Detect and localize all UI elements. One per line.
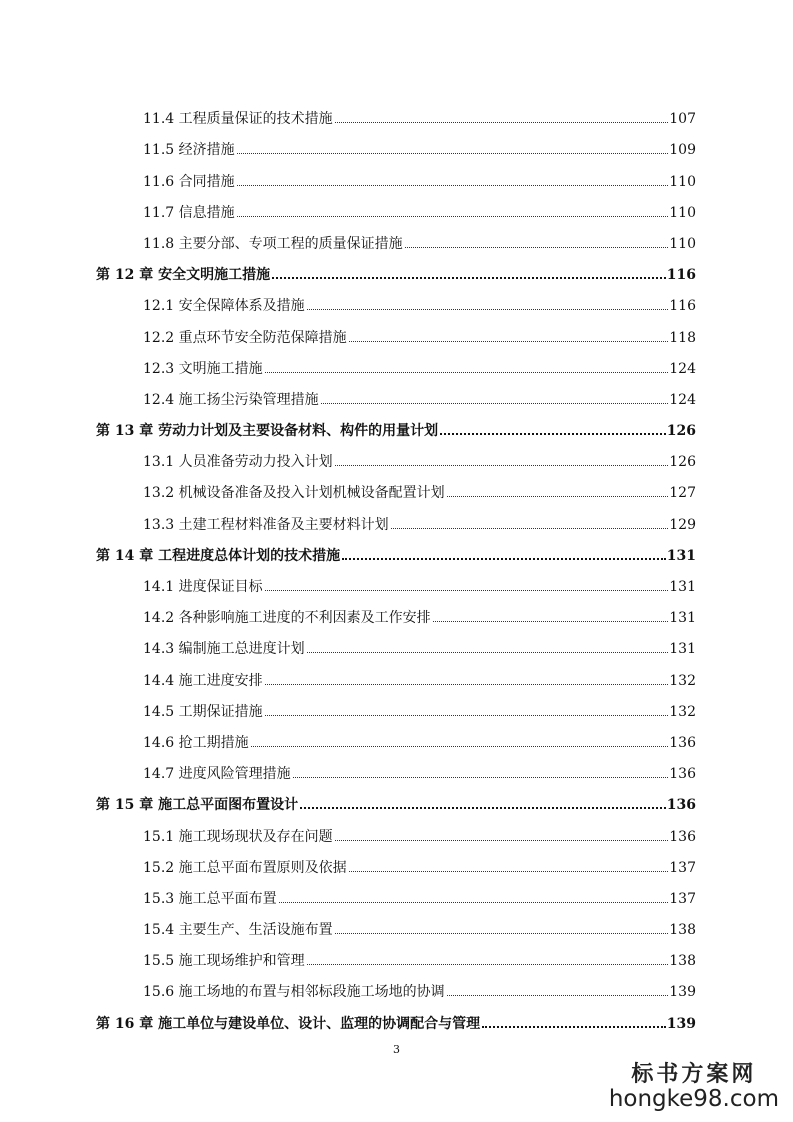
toc-entry-title: 13.1 人员准备劳动力投入计划 (143, 454, 333, 471)
toc-entry-page: 138 (669, 922, 696, 939)
toc-dot-leader (391, 528, 669, 529)
toc-entry-page: 139 (669, 984, 696, 1001)
toc-dot-leader (447, 496, 669, 497)
toc-entry-title: 14.1 进度保证目标 (143, 579, 263, 595)
toc-entry-title: 14.5 工期保证措施 (143, 703, 263, 720)
toc-entry-page: 131 (669, 579, 696, 595)
toc-entry-title: 12.3 文明施工措施 (143, 360, 263, 377)
toc-entry-page: 139 (666, 1015, 696, 1032)
toc-dot-leader (307, 652, 669, 653)
toc-dot-leader (251, 746, 669, 747)
toc-entry-page: 118 (669, 329, 696, 346)
toc-entry-page: 132 (669, 703, 696, 720)
toc-section-row[interactable] (0, 594, 793, 625)
toc-dot-leader (440, 433, 666, 435)
toc-dot-leader (335, 933, 669, 934)
toc-chapter-row[interactable] (0, 251, 793, 282)
toc-section-row[interactable] (0, 844, 793, 875)
toc-entry-page: 131 (669, 641, 696, 658)
toc-entry-title: 14.2 各种影响施工进度的不利因素及工作安排 (143, 610, 431, 627)
toc-entry-page: 116 (666, 267, 696, 284)
toc-entry-page: 107 (669, 111, 696, 128)
toc-entry-page: 137 (669, 859, 696, 876)
toc-entry-title: 第 14 章 工程进度总体计划的技术措施 (96, 547, 341, 564)
toc-section-row[interactable] (0, 937, 793, 968)
toc-dot-leader (237, 216, 669, 217)
toc-section-row[interactable] (0, 906, 793, 937)
table-of-contents (0, 95, 793, 1031)
toc-dot-leader (335, 122, 669, 123)
toc-entry-page: 126 (669, 454, 696, 471)
page-number: 3 (393, 1043, 400, 1056)
toc-dot-leader (300, 807, 666, 809)
toc-entry-title: 15.3 施工总平面布置 (143, 890, 277, 907)
toc-section-row[interactable] (0, 469, 793, 500)
toc-section-row[interactable] (0, 625, 793, 656)
toc-entry-page: 131 (669, 610, 696, 627)
toc-entry-title: 11.7 信息措施 (143, 204, 235, 221)
toc-entry-title: 12.4 施工扬尘污染管理措施 (143, 391, 319, 408)
toc-entry-page: 137 (669, 890, 696, 907)
toc-entry-title: 14.4 施工进度安排 (143, 672, 263, 689)
toc-dot-leader (307, 309, 669, 310)
toc-section-row[interactable] (0, 189, 793, 220)
toc-entry-title: 12.2 重点环节安全防范保障措施 (143, 329, 347, 346)
toc-dot-leader (237, 185, 669, 186)
toc-entry-title: 11.6 合同措施 (143, 173, 235, 190)
toc-entry-page: 109 (669, 142, 696, 159)
toc-entry-title: 13.3 土建工程材料准备及主要材料计划 (143, 516, 389, 533)
toc-entry-page: 110 (669, 204, 696, 221)
toc-section-row[interactable] (0, 719, 793, 750)
toc-section-row[interactable] (0, 220, 793, 251)
toc-entry-title: 14.7 进度风险管理措施 (143, 766, 291, 783)
toc-dot-leader (265, 590, 669, 591)
toc-entry-page: 136 (669, 734, 696, 751)
toc-entry-page: 110 (669, 173, 696, 190)
toc-chapter-row[interactable] (0, 999, 793, 1030)
toc-entry-page: 136 (669, 766, 696, 783)
toc-entry-title: 14.6 抢工期措施 (143, 734, 249, 751)
toc-section-row[interactable] (0, 95, 793, 126)
toc-entry-title: 12.1 安全保障体系及措施 (143, 298, 305, 315)
toc-dot-leader (307, 964, 669, 965)
toc-dot-leader (321, 403, 669, 404)
watermark-url: hongke98.com (608, 1085, 779, 1112)
toc-section-row[interactable] (0, 750, 793, 781)
watermark-name: 标书方案网 (631, 1061, 757, 1087)
toc-dot-leader (237, 153, 669, 154)
toc-section-row[interactable] (0, 282, 793, 313)
toc-chapter-row[interactable] (0, 532, 793, 563)
toc-entry-page: 136 (666, 797, 696, 814)
toc-entry-title: 15.6 施工场地的布置与相邻标段施工场地的协调 (143, 984, 445, 1001)
toc-dot-leader (279, 902, 669, 903)
toc-entry-title: 15.4 主要生产、生活设施布置 (143, 922, 333, 939)
toc-entry-page: 124 (669, 391, 696, 408)
toc-dot-leader (335, 465, 669, 466)
toc-section-row[interactable] (0, 656, 793, 687)
toc-entry-page: 136 (669, 828, 696, 845)
toc-dot-leader (405, 247, 669, 248)
toc-entry-page: 124 (669, 360, 696, 377)
toc-section-row[interactable] (0, 157, 793, 188)
watermark (609, 1063, 779, 1112)
toc-section-row[interactable] (0, 313, 793, 344)
toc-entry-title: 第 13 章 劳动力计划及主要设备材料、构件的用量计划 (96, 423, 439, 440)
toc-entry-title: 11.8 主要分部、专项工程的质量保证措施 (143, 235, 403, 252)
toc-entry-title: 15.5 施工现场维护和管理 (143, 953, 305, 970)
toc-section-row[interactable] (0, 563, 793, 594)
toc-entry-title: 第 16 章 施工单位与建设单位、设计、监理的协调配合与管理 (96, 1015, 481, 1032)
toc-dot-leader (265, 372, 669, 373)
toc-dot-leader (482, 1026, 666, 1028)
toc-section-row[interactable] (0, 875, 793, 906)
toc-entry-page: 138 (669, 953, 696, 970)
toc-section-row[interactable] (0, 126, 793, 157)
toc-entry-title: 13.2 机械设备准备及投入计划机械设备配置计划 (143, 485, 445, 502)
toc-dot-leader (349, 341, 669, 342)
toc-entry-title: 11.4 工程质量保证的技术措施 (143, 111, 333, 128)
toc-entry-page: 129 (669, 516, 696, 533)
toc-entry-title: 第 12 章 安全文明施工措施 (96, 267, 271, 284)
toc-entry-page: 110 (669, 235, 696, 252)
toc-entry-title: 第 15 章 施工总平面图布置设计 (96, 797, 299, 814)
toc-dot-leader (433, 621, 669, 622)
toc-chapter-row[interactable] (0, 407, 793, 438)
toc-entry-title: 15.2 施工总平面布置原则及依据 (143, 859, 347, 876)
toc-dot-leader (349, 871, 669, 872)
toc-section-row[interactable] (0, 438, 793, 469)
toc-section-row[interactable] (0, 968, 793, 999)
toc-section-row[interactable] (0, 376, 793, 407)
toc-dot-leader (447, 995, 669, 996)
toc-dot-leader (342, 558, 666, 560)
toc-entry-title: 15.1 施工现场现状及存在问题 (143, 828, 333, 845)
toc-section-row[interactable] (0, 812, 793, 843)
toc-section-row[interactable] (0, 500, 793, 531)
toc-section-row[interactable] (0, 345, 793, 376)
toc-entry-page: 127 (669, 485, 696, 502)
toc-entry-page: 131 (666, 547, 696, 564)
toc-dot-leader (265, 715, 669, 716)
toc-dot-leader (272, 277, 666, 279)
toc-dot-leader (293, 777, 669, 778)
toc-section-row[interactable] (0, 688, 793, 719)
toc-chapter-row[interactable] (0, 781, 793, 812)
toc-dot-leader (265, 684, 669, 685)
toc-entry-page: 126 (666, 423, 696, 440)
toc-entry-title: 11.5 经济措施 (143, 142, 235, 159)
toc-entry-page: 116 (669, 298, 696, 315)
toc-entry-title: 14.3 编制施工总进度计划 (143, 641, 305, 658)
toc-entry-page: 132 (669, 672, 696, 689)
toc-dot-leader (335, 840, 669, 841)
